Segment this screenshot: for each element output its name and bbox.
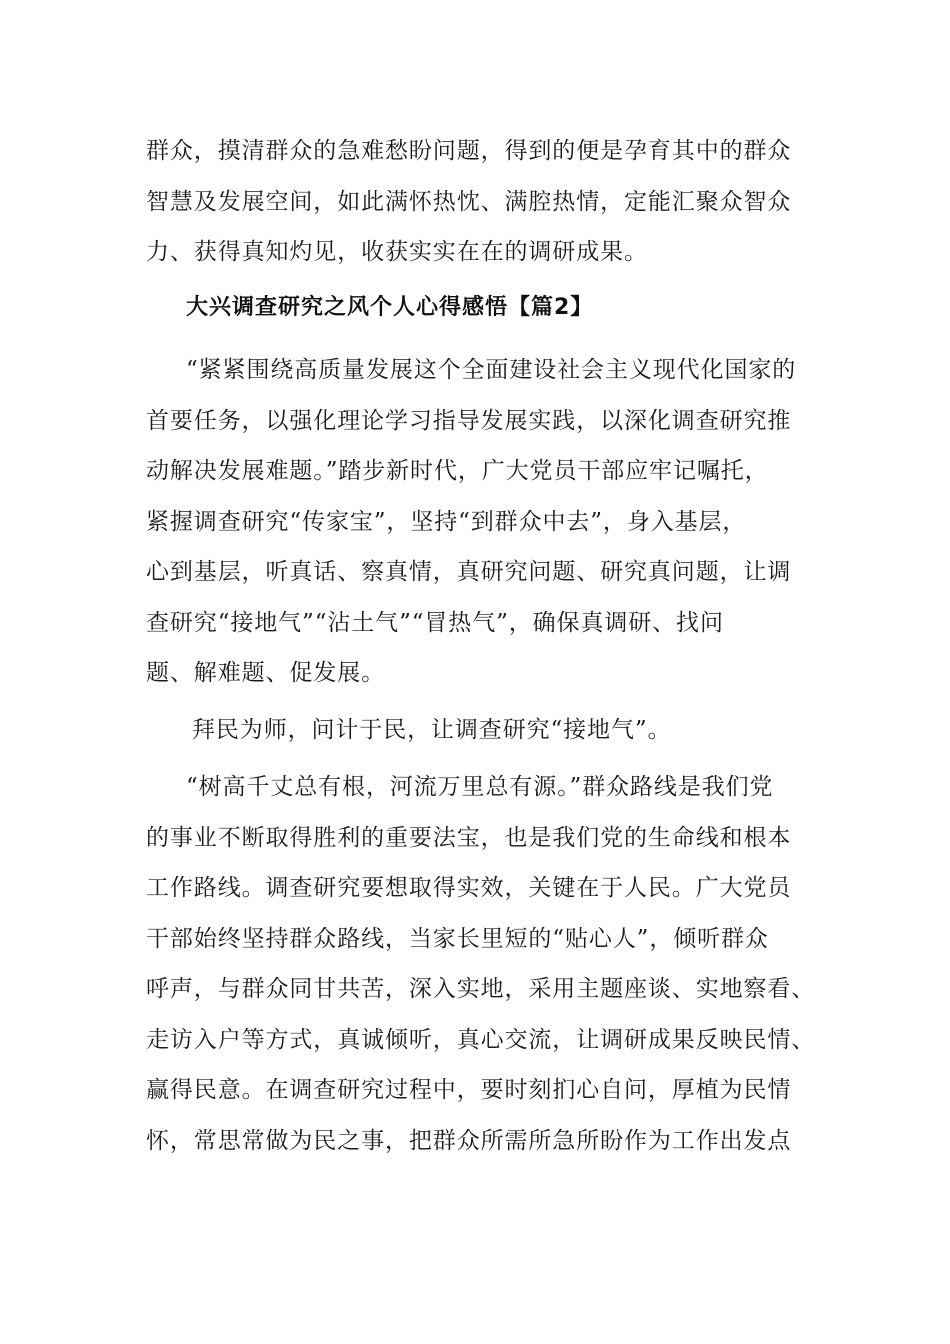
paragraph-line: 拜民为师，问计于民，让调查研究“接地气”。 <box>192 717 672 743</box>
paragraph-line: “树高千丈总有根，河流万里总有源。”群众路线是我们党 <box>186 774 774 800</box>
paragraph-line: 题、解难题、促发展。 <box>146 660 385 686</box>
paragraph-line: 查研究“接地气”“沾土气”“冒热气”，确保真调研、找问 <box>146 609 724 636</box>
paragraph-line: 首要任务，以强化理论学习指导发展实践，以深化调查研究推 <box>146 407 792 434</box>
paragraph-line: 力、获得真知灼见，收获实实在在的调研成果。 <box>146 239 648 265</box>
paragraph-line: 紧握调查研究“传家宝”，坚持“到群众中去”，身入基层， <box>146 508 747 535</box>
paragraph-line: “紧紧围绕高质量发展这个全面建设社会主义现代化国家的 <box>186 357 797 383</box>
paragraph-line: 怀，常思常做为民之事，把群众所需所急所盼作为工作出发点 <box>146 1127 792 1154</box>
paragraph-line: 动解决发展难题。”踏步新时代，广大党员干部应牢记嘱托， <box>146 458 769 484</box>
paragraph-line: 呼声，与群众同甘共苦，深入实地，采用主题座谈、实地察看、 <box>146 976 816 1002</box>
paragraph-line: 赢得民意。在调查研究过程中，要时刻扪心自问，厚植为民情 <box>146 1077 792 1103</box>
paragraph-line: 工作路线。调查研究要想取得实效，关键在于人民。广大党员 <box>146 875 792 901</box>
paragraph-line: 的事业不断取得胜利的重要法宝，也是我们党的生命线和根本 <box>146 824 792 851</box>
paragraph-line: 群众，摸清群众的急难愁盼问题，得到的便是孕育其中的群众 <box>146 138 792 164</box>
paragraph-1 <box>146 345 808 699</box>
section-heading: 大兴调查研究之风个人心得感悟【篇2】 <box>186 295 594 320</box>
paragraph-2 <box>146 705 808 756</box>
paragraph-line: 智慧及发展空间，如此满怀热忱、满腔热情，定能汇聚众智众 <box>146 188 792 215</box>
paragraph-line: 走访入户等方式，真诚倾听，真心交流，让调研成果反映民情、 <box>146 1026 816 1053</box>
continuation-paragraph <box>146 126 808 278</box>
paragraph-line: 心到基层，听真话、察真情，真研究问题、研究真问题，让调 <box>146 559 792 585</box>
paragraph-3 <box>146 762 816 1166</box>
paragraph-line: 干部始终坚持群众路线，当家长里短的“贴心人”，倾听群众 <box>146 925 769 952</box>
